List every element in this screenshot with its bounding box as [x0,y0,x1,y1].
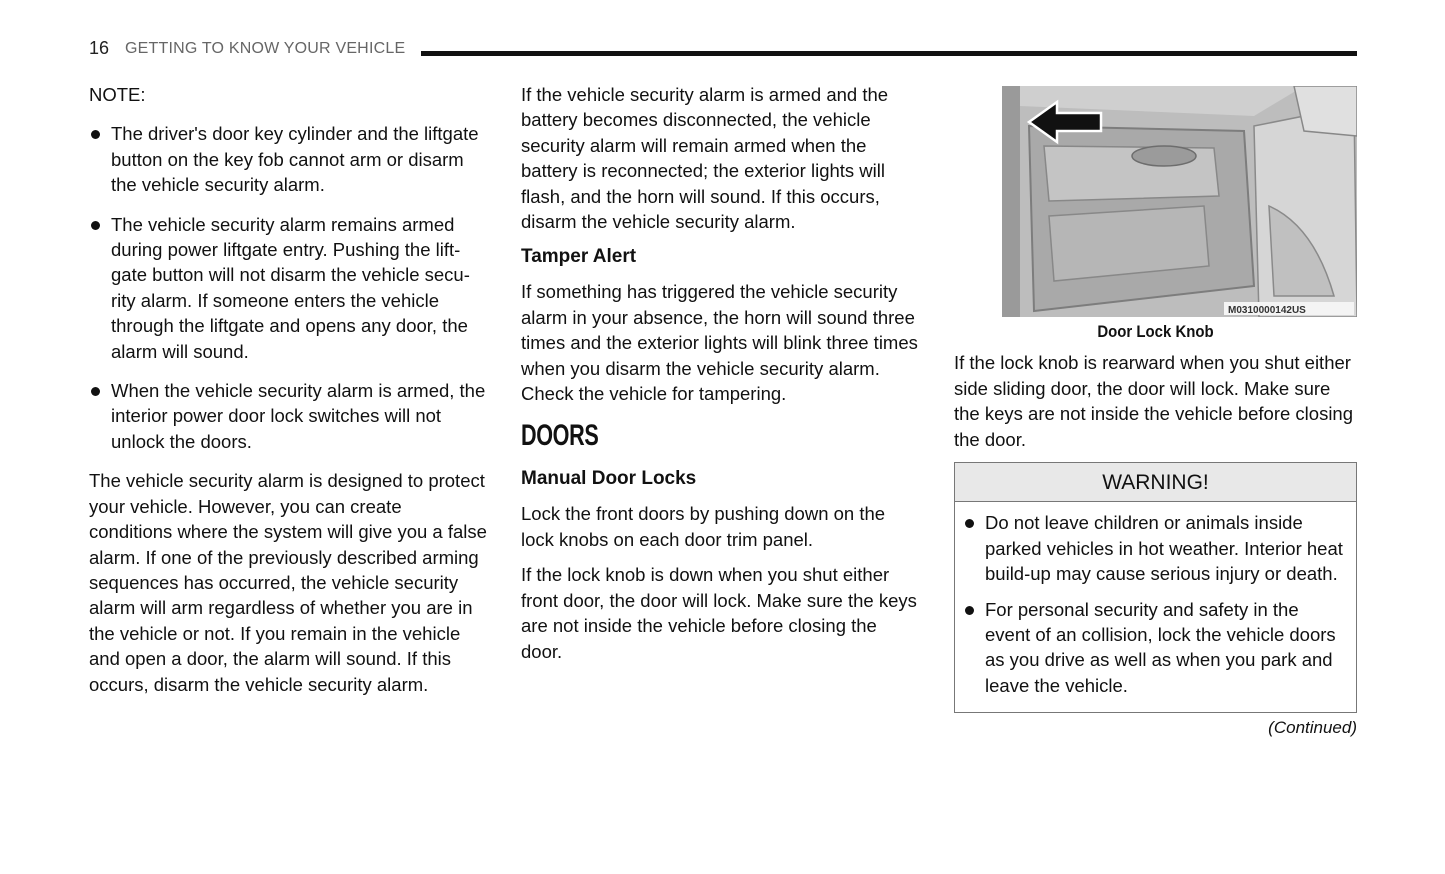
note-bullet-text: The driver's door key cylinder and the liftgate button on the key fob cannot arm or disarm the vehicle security alarm. [111,123,479,196]
bullet-icon [91,387,100,396]
manual-locks-paragraph-2: If the lock knob is down when you shut either front door, the door will lock. Make sure the keys are not inside the vehicle before closing the door. [521,564,917,662]
warning-bullet-text: For personal security and safety in the event of an collision, lock the vehicle doors as you drive as well as when you park and leave the vehicle. [985,598,1336,696]
note-bullet-text: The vehicle security alarm remains armed during power liftgate entry. Pushing the lift-gate button will not disarm the vehicle secu-rity alarm. If someone enters the vehicle through the liftgate and opens any door, the alarm will sound. [111,213,470,362]
column-middle [521,82,923,674]
bullet-icon [965,606,974,615]
page-header [89,38,1357,62]
column-left [89,82,489,707]
doors-heading: DOORS [521,419,599,453]
note-label: NOTE: [89,84,146,105]
door-panel-illustration [954,86,1357,317]
continued-label: (Continued) [1268,718,1357,738]
note-bullet [89,212,489,364]
warning-bullet-text: Do not leave children or animals inside parked vehicles in hot weather. Interior heat build-up may cause serious injury or death. [985,512,1343,585]
warning-bullet [963,597,1348,699]
column-right [954,86,1357,741]
bullet-icon [91,130,100,139]
sliding-door-paragraph: If the lock knob is rearward when you shut either side sliding door, the door will lock. Make sure the keys are not inside the vehicle before closing the door. [954,352,1354,450]
alarm-paragraph: The vehicle security alarm is designed to protect your vehicle. However, you can create conditions where the system will give you a false alarm. If one of the previously described arming sequences has occurred, the vehicle security alarm will arm regardless of whether you are in the vehicle or not. If you remain in the vehicle and open a door, the alarm will sound. If this occurs, disarm the vehicle security alarm. [89,470,487,695]
warning-box [954,462,1357,713]
note-bullet [89,378,489,454]
warning-bullet-list [963,510,1348,698]
door-lock-knob-figure [954,86,1357,317]
section-title: GETTING TO KNOW YOUR VEHICLE [125,40,406,57]
tamper-alert-heading: Tamper Alert [521,246,637,268]
page-number: 16 [89,38,110,58]
manual-door-locks-heading: Manual Door Locks [521,468,697,490]
warning-title: WARNING! [955,463,1356,502]
note-bullet-list [89,121,489,454]
note-bullet [89,121,489,197]
warning-body [955,502,1356,712]
note-bullet-text: When the vehicle security alarm is armed, the interior power door lock switches will not unlock the doors. [111,380,486,452]
figure-code: M0310000142US [1228,305,1306,316]
tamper-paragraph: If something has triggered the vehicle security alarm in your absence, the horn will sound three times and the exterior lights will blink three times when you disarm the vehicle security alarm. Check the vehicle for tampering. [521,281,918,405]
bullet-icon [91,221,100,230]
header-rule [421,51,1357,56]
bullet-icon [965,519,974,528]
figure-caption: Door Lock Knob [1097,322,1214,341]
battery-paragraph: If the vehicle security alarm is armed and the battery becomes disconnected, the vehicle security alarm will remain armed when the battery is reconnected; the exterior lights will flash, and the horn will sound. If this occurs, disarm the vehicle security alarm. [521,84,889,233]
manual-locks-paragraph-1: Lock the front doors by pushing down on the lock knobs on each door trim panel. [521,503,886,550]
warning-bullet [963,510,1348,586]
